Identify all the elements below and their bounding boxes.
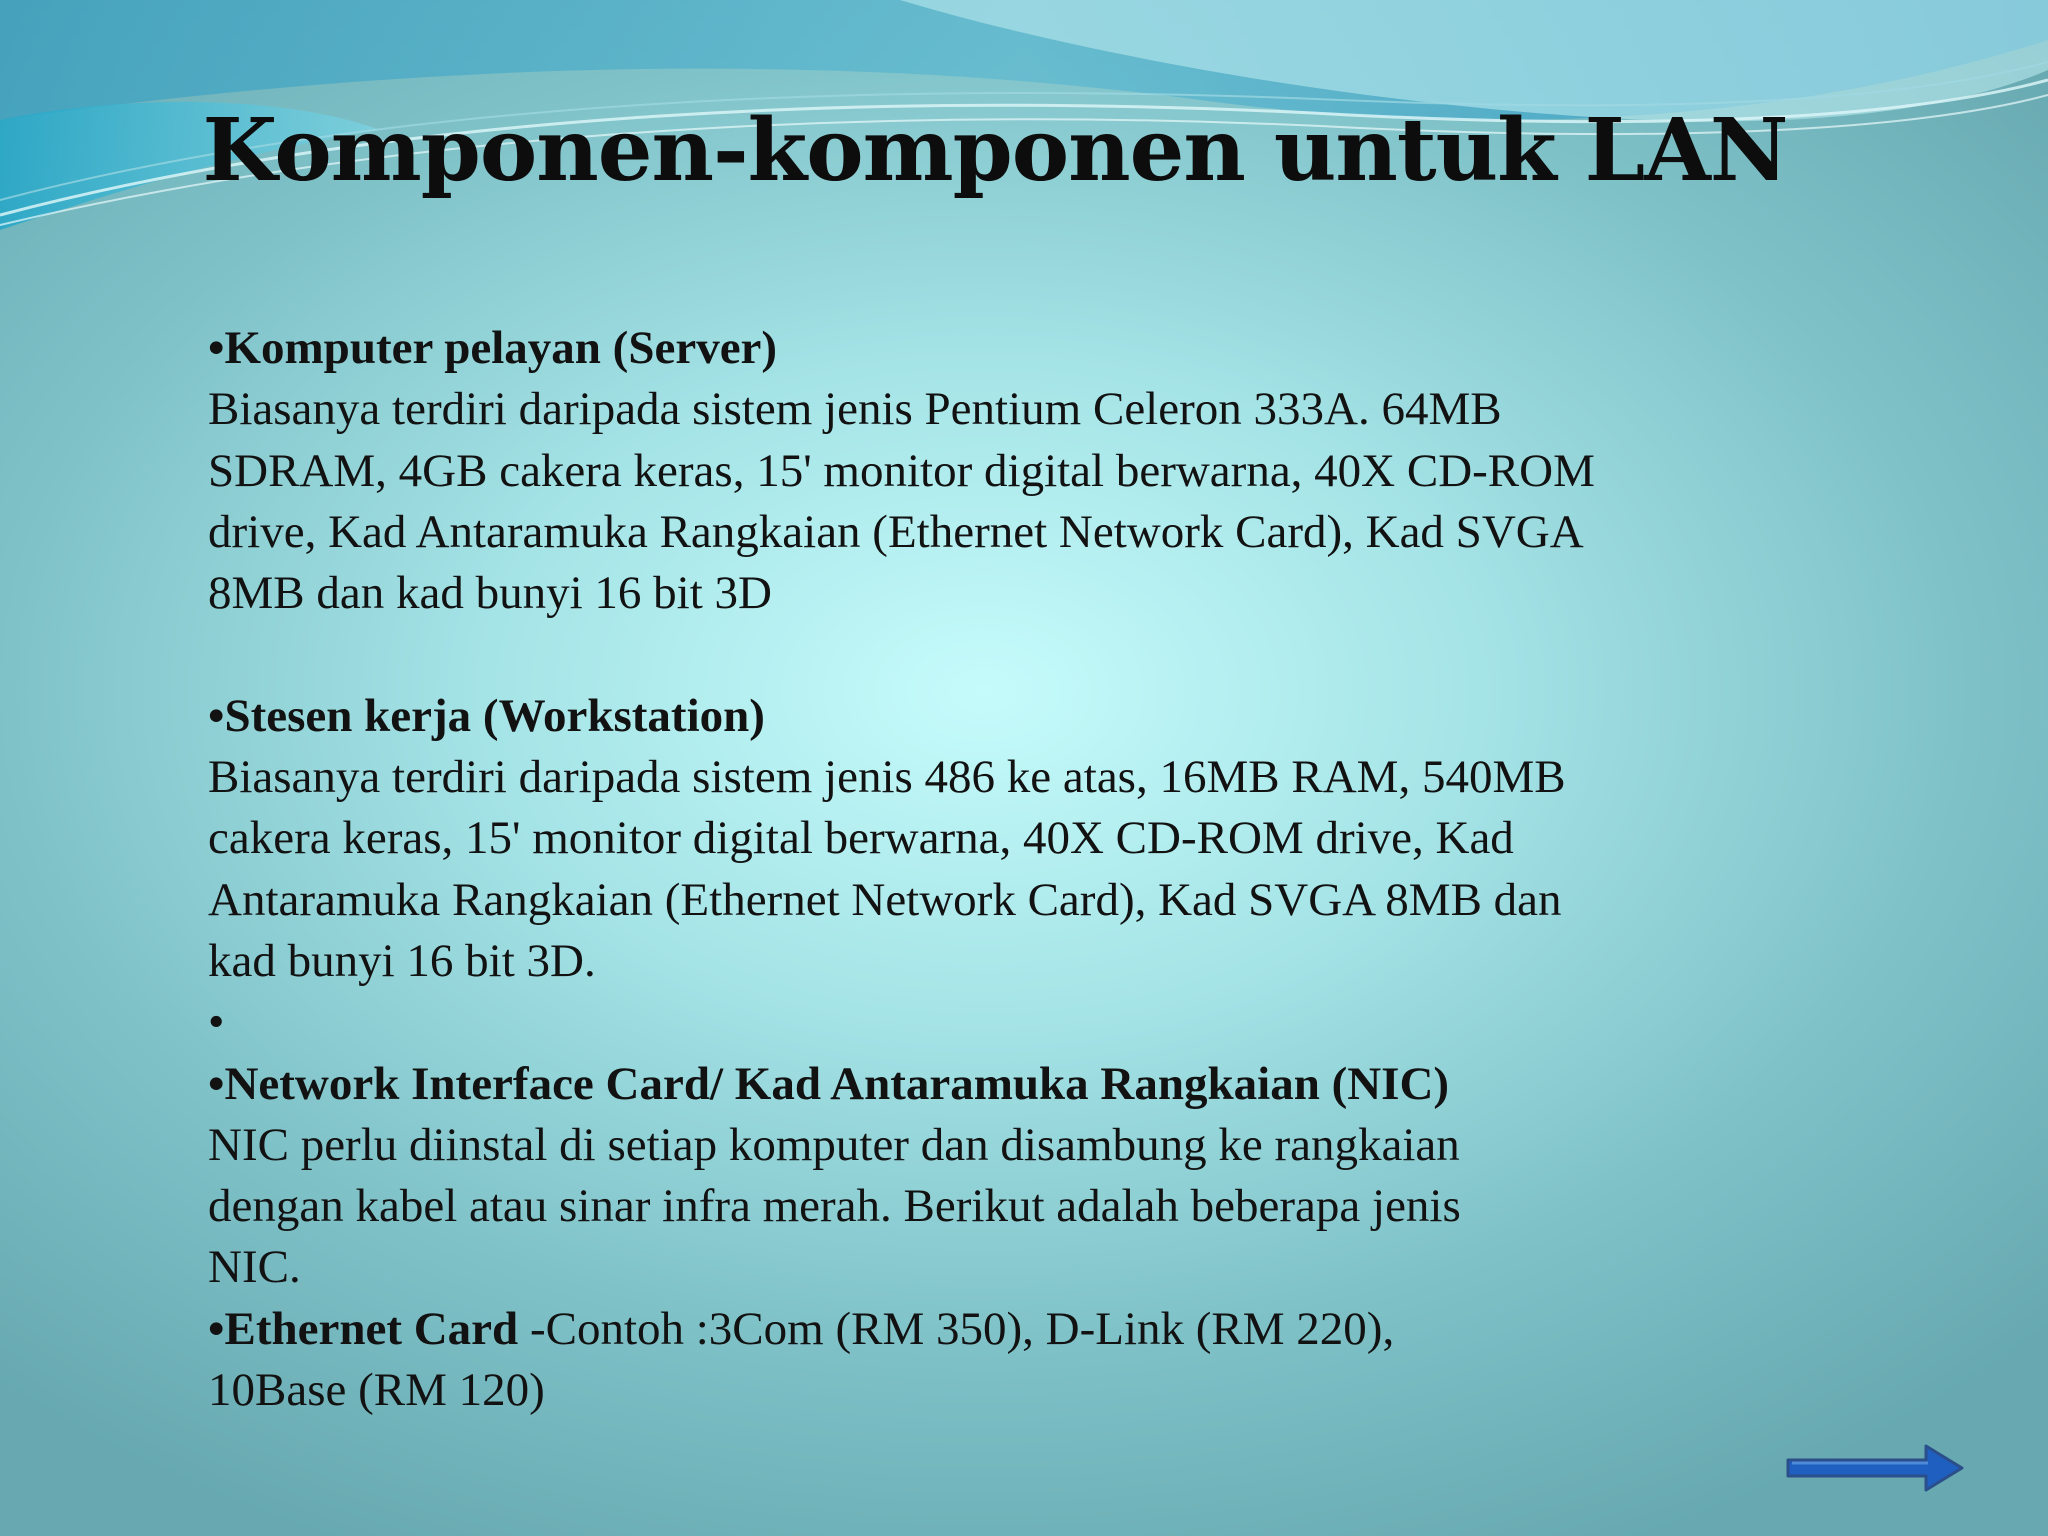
bullet-marker: •	[208, 1057, 225, 1110]
empty-bullet	[208, 992, 1818, 1053]
ethernet-inline-text: -Contoh :3Com (RM 350), D-Link (RM 220),	[518, 1302, 1395, 1355]
ethernet-continuation: 10Base (RM 120)	[208, 1364, 545, 1417]
ethernet-heading-text: Ethernet Card	[224, 1302, 519, 1355]
bullet-marker: •	[208, 996, 225, 1049]
server-line-4: 8MB dan kad bunyi 16 bit 3D	[208, 567, 772, 620]
section-heading-server	[208, 318, 1818, 379]
nic-heading-text: Network Interface Card/ Kad Antaramuka Rangkaian (NIC)	[224, 1057, 1450, 1110]
slide-title: Komponen-komponen untuk LAN	[202, 100, 1788, 201]
server-line-2: SDRAM, 4GB cakera keras, 15' monitor digital berwarna, 40X CD-ROM	[208, 444, 1595, 497]
section-heading-nic	[208, 1054, 1818, 1115]
server-line-1: Biasanya terdiri daripada sistem jenis Pentium Celeron 333A. 64MB	[208, 383, 1502, 436]
bullet-marker: •	[208, 322, 225, 374]
workstation-line-4: kad bunyi 16 bit 3D.	[208, 934, 596, 987]
bullet-marker: •	[208, 689, 225, 742]
workstation-line-3: Antaramuka Rangkaian (Ethernet Network Card), Kad SVGA 8MB dan	[208, 873, 1562, 926]
right-arrow-icon[interactable]	[1786, 1442, 1966, 1494]
ethernet-card-line	[208, 1299, 1818, 1360]
spacer	[208, 624, 1818, 685]
workstation-line-1: Biasanya terdiri daripada sistem jenis 486 ke atas, 16MB RAM, 540MB	[208, 751, 1566, 804]
server-heading-text: Komputer pelayan (Server)	[224, 322, 778, 374]
right-arrow-shape	[1788, 1446, 1962, 1490]
section-heading-workstation	[208, 686, 1818, 747]
slide-body	[208, 318, 1818, 1421]
workstation-heading-text: Stesen kerja (Workstation)	[224, 689, 765, 742]
server-line-3: drive, Kad Antaramuka Rangkaian (Ethernet Network Card), Kad SVGA	[208, 505, 1584, 558]
nic-line-2: dengan kabel atau sinar infra merah. Berikut adalah beberapa jenis	[208, 1180, 1461, 1233]
nic-line-3: NIC.	[208, 1241, 301, 1294]
nic-line-1: NIC perlu diinstal di setiap komputer dan disambung ke rangkaian	[208, 1118, 1460, 1171]
workstation-line-2: cakera keras, 15' monitor digital berwarna, 40X CD-ROM drive, Kad	[208, 812, 1514, 865]
bullet-marker: •	[208, 1302, 225, 1355]
